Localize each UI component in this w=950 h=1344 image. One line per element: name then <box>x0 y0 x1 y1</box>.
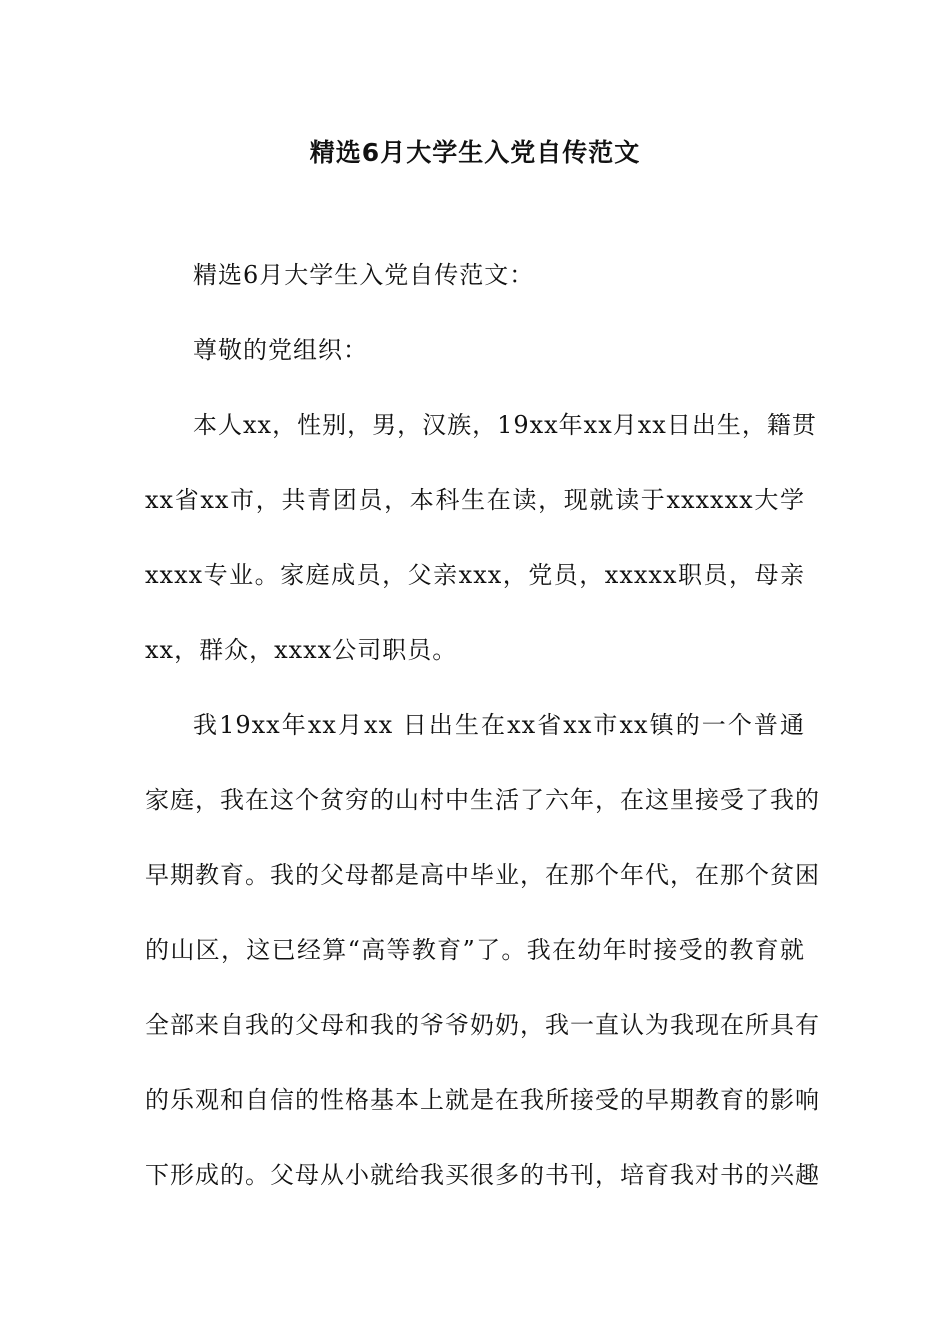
paragraph-line: xxxx专业。家庭成员，父亲xxx，党员，xxxxx职员，母亲 <box>145 561 805 589</box>
document-title: 精选6月大学生入党自传范文 <box>309 138 641 167</box>
paragraph-line: 全部来自我的父母和我的爷爷奶奶，我一直认为我现在所具有 <box>145 1011 820 1039</box>
paragraph-line: 下形成的。父母从小就给我买很多的书刊，培育我对书的兴趣 <box>145 1161 820 1189</box>
paragraph-line: 我19xx年xx月xx 日出生在xx省xx市xx镇的一个普通 <box>193 711 805 739</box>
paragraph-intro: 精选6月大学生入党自传范文： <box>193 261 535 289</box>
paragraph-line: xx，群众，xxxx公司职员。 <box>145 636 458 664</box>
paragraph-line: 本人xx，性别，男，汉族，19xx年xx月xx日出生，籍贯 <box>193 411 817 439</box>
paragraph-line: 的山区，这已经算“高等教育”了。我在幼年时接受的教育就 <box>145 936 805 964</box>
paragraph-line: 早期教育。我的父母都是高中毕业，在那个年代，在那个贫困 <box>145 861 820 889</box>
paragraph-line: 的乐观和自信的性格基本上就是在我所接受的早期教育的影响 <box>145 1086 820 1114</box>
paragraph-line: 家庭，我在这个贫穷的山村中生活了六年，在这里接受了我的 <box>145 786 820 814</box>
paragraph-salutation: 尊敬的党组织： <box>193 336 368 364</box>
paragraph-line: xx省xx市，共青团员，本科生在读，现就读于xxxxxx大学 <box>145 486 805 514</box>
